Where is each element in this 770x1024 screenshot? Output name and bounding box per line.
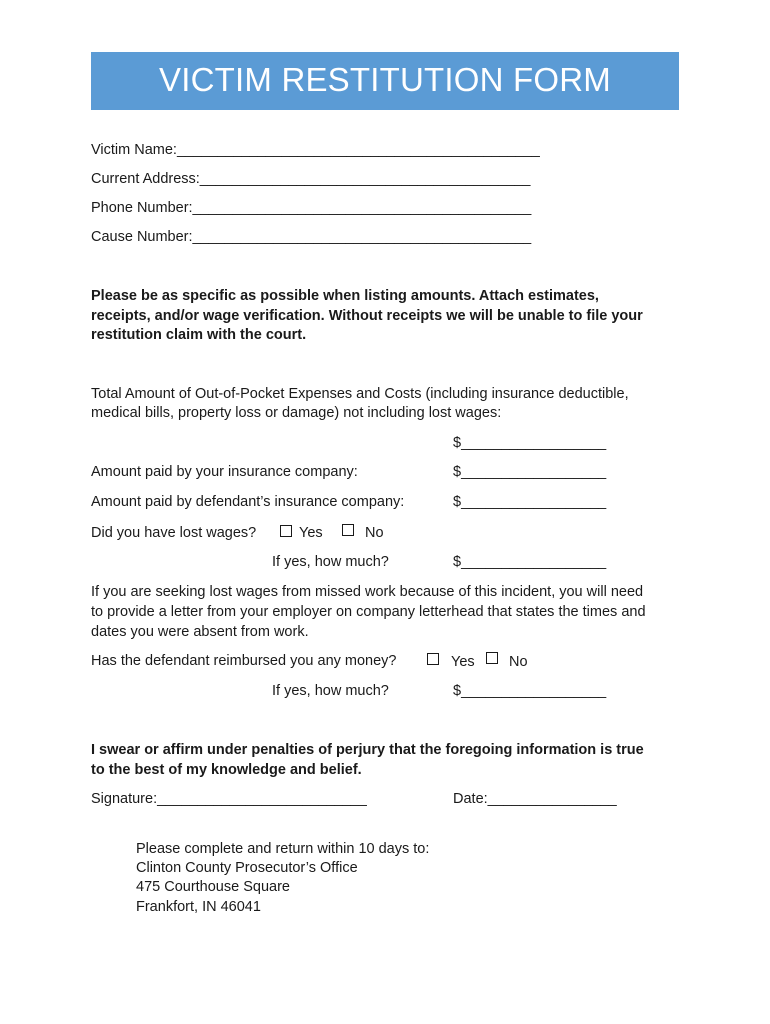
title-banner (91, 52, 679, 110)
lost-wages-amount-field[interactable]: $__________________ (453, 554, 607, 570)
insurance-paid-label: Amount paid by your insurance company: (91, 464, 358, 480)
instructions-line-1: Please be as specific as possible when listing amounts. Attach estimates, (91, 288, 599, 304)
reimbursement-question: Has the defendant reimbursed you any money? (91, 653, 397, 669)
lost-wages-yes-checkbox[interactable] (280, 525, 292, 537)
cause-number-field[interactable]: Cause Number:__________________________________________ (91, 229, 532, 245)
defendant-insurance-amount-field[interactable]: $__________________ (453, 494, 607, 510)
lost-wages-yes-label: Yes (299, 525, 323, 541)
phone-number-field[interactable]: Phone Number:__________________________________________ (91, 200, 532, 216)
instructions-line-3: restitution claim with the court. (91, 327, 307, 343)
reimbursed-how-much-label: If yes, how much? (272, 683, 389, 699)
defendant-insurance-label: Amount paid by defendant’s insurance company: (91, 494, 405, 510)
reimbursed-no-label: No (509, 654, 528, 670)
affirmation-line-2: to the best of my knowledge and belief. (91, 762, 362, 778)
signature-field[interactable]: Signature:__________________________ (91, 791, 367, 807)
current-address-field[interactable]: Current Address:_________________________________________ (91, 171, 531, 187)
reimbursed-amount-field[interactable]: $__________________ (453, 683, 607, 699)
return-street-address: 475 Courthouse Square (136, 879, 290, 895)
lost-wages-note-line-2: to provide a letter from your employer on company letterhead that states the times and (91, 604, 646, 620)
lost-wages-no-checkbox[interactable] (342, 524, 354, 536)
total-expenses-label-2: medical bills, property loss or damage) not including lost wages: (91, 405, 502, 421)
reimbursed-no-checkbox[interactable] (486, 652, 498, 664)
return-office-name: Clinton County Prosecutor’s Office (136, 860, 358, 876)
date-field[interactable]: Date:________________ (453, 791, 617, 807)
form-title: VICTIM RESTITUTION FORM (159, 61, 611, 98)
total-expenses-amount-field[interactable]: $__________________ (453, 435, 607, 451)
reimbursed-yes-checkbox[interactable] (427, 653, 439, 665)
reimbursed-yes-label: Yes (451, 654, 475, 670)
lost-wages-question: Did you have lost wages? (91, 525, 257, 541)
instructions-line-2: receipts, and/or wage verification. Without receipts we will be unable to file your (91, 308, 643, 324)
victim-name-field[interactable]: Victim Name:_____________________________________________ (91, 142, 540, 158)
return-city-state-zip: Frankfort, IN 46041 (136, 899, 261, 915)
lost-wages-how-much-label: If yes, how much? (272, 554, 389, 570)
return-instructions: Please complete and return within 10 days to: (136, 841, 430, 857)
lost-wages-note-line-1: If you are seeking lost wages from missed work because of this incident, you will need (91, 584, 644, 600)
lost-wages-note-line-3: dates you were absent from work. (91, 624, 309, 640)
lost-wages-no-label: No (365, 525, 384, 541)
affirmation-line-1: I swear or affirm under penalties of perjury that the foregoing information is true (91, 742, 644, 758)
total-expenses-label-1: Total Amount of Out-of-Pocket Expenses and Costs (including insurance deductible, (91, 386, 629, 402)
insurance-paid-amount-field[interactable]: $__________________ (453, 464, 607, 480)
